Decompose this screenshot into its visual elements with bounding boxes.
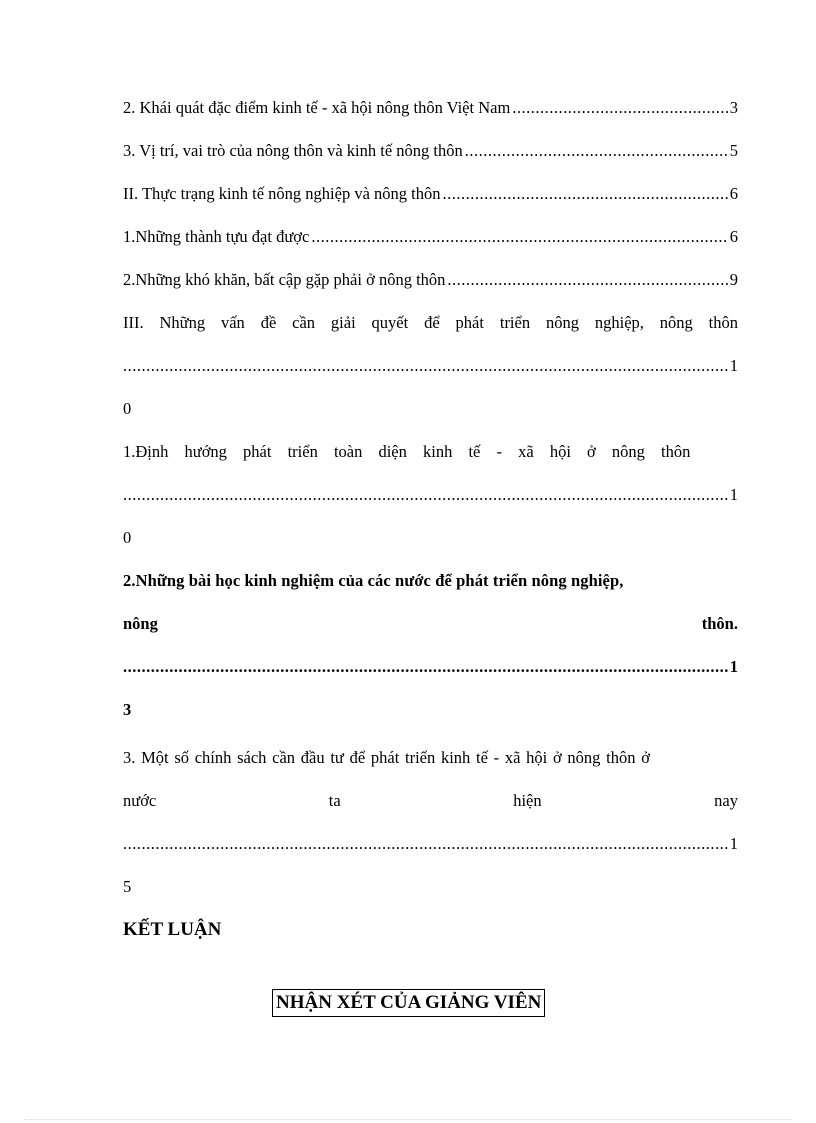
toc-leader-line: [123, 356, 738, 376]
dot-leader: [311, 227, 727, 247]
toc-entry-page: 6: [729, 227, 738, 246]
page-bottom-divider: [24, 1119, 792, 1120]
toc-entry-page: 3: [729, 98, 738, 117]
toc-entry-title: II. Thực trạng kinh tế nông nghiệp và nông thôn: [123, 184, 441, 203]
toc-word: hiện: [513, 791, 542, 810]
toc-entry-title: 2.Những khó khăn, bất cập gặp phải ở nông thôn: [123, 270, 446, 289]
dot-leader: [123, 657, 728, 677]
toc-word: nay: [714, 791, 738, 810]
dot-leader: [447, 270, 727, 290]
toc-entry-title: 1.Những thành tựu đạt được: [123, 227, 310, 246]
toc-leader-line: [123, 485, 738, 505]
toc-word: thôn.: [701, 614, 738, 633]
dot-leader: [123, 356, 728, 376]
toc-entry-page: 1: [729, 834, 738, 853]
toc-entry-page: 9: [729, 270, 738, 289]
toc-entry: [123, 270, 738, 290]
toc-leader-line: [123, 834, 738, 854]
toc-page-overflow: 3: [123, 700, 132, 719]
toc-entry-title: 3. Vị trí, vai trò của nông thôn và kinh tế nông thôn: [123, 141, 463, 160]
dot-leader: [512, 98, 727, 118]
conclusion-heading: KẾT LUẬN: [123, 919, 222, 940]
toc-item-title-continued: [123, 791, 738, 811]
toc-section-title: III. Những vấn đề cần giải quyết để phát triển nông nghiệp, nông thôn: [123, 313, 738, 332]
toc-word: nông: [123, 614, 158, 633]
dot-leader: [123, 485, 728, 505]
toc-entry-page: 6: [729, 184, 738, 203]
toc-entry-title: 2. Khái quát đặc điểm kinh tế - xã hội nông thôn Việt Nam: [123, 98, 511, 117]
toc-item-title-continued: [123, 614, 738, 634]
dot-leader: [465, 141, 728, 161]
toc-page-overflow: 0: [123, 399, 132, 418]
toc-page-overflow: 5: [123, 877, 132, 896]
toc-word: nước: [123, 791, 157, 810]
toc-leader-line: [123, 657, 738, 677]
toc-entry-page: 1: [729, 657, 738, 676]
toc-entry: [123, 184, 738, 204]
toc-item-title: 3. Một số chính sách cần đầu tư để phát triển kinh tế - xã hội ở nông thôn ở: [123, 748, 650, 767]
toc-entry-page: 1: [729, 356, 738, 375]
toc-entry-page: 5: [729, 141, 738, 160]
dot-leader: [123, 834, 728, 854]
toc-entry: [123, 98, 738, 118]
toc-entry: [123, 141, 738, 161]
dot-leader: [443, 184, 728, 204]
toc-item-title: 2.Những bài học kinh nghiệm của các nước để phát triển nông nghiệp,: [123, 571, 624, 590]
toc-entry-page: 1: [729, 485, 738, 504]
reviewer-comments-title: NHẬN XÉT CỦA GIẢNG VIÊN: [272, 989, 545, 1017]
toc-entry: [123, 227, 738, 247]
toc-item-title: 1.Định hướng phát triển toàn diện kinh tế - xã hội ở nông thôn: [123, 442, 691, 461]
toc-page-overflow: 0: [123, 528, 132, 547]
toc-word: ta: [328, 791, 341, 810]
